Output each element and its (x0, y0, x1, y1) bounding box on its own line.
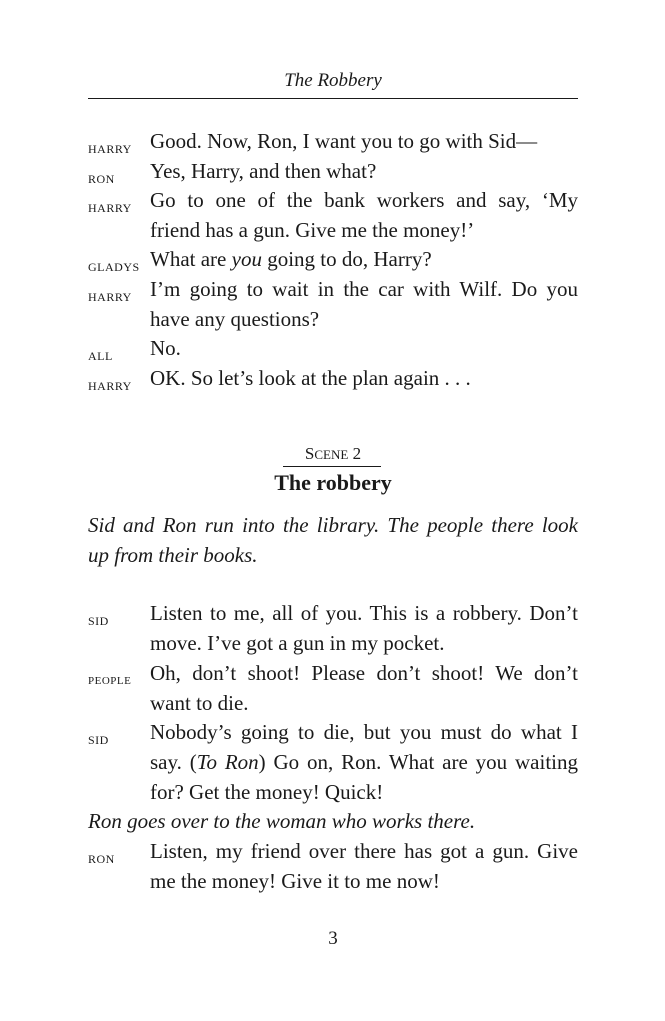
speech-line: Nobody’s going to die, but you must do what I (150, 720, 578, 744)
scene-number: 2 (352, 444, 362, 463)
speech-fragment: say. ( (150, 750, 197, 774)
speech-line: want to die. (150, 691, 249, 715)
speech-line: Listen, my friend over there has got a gun. Give (150, 839, 578, 863)
speech-line: for? Get the money! Quick! (150, 780, 384, 804)
speech-line: Oh, don’t shoot! Please don’t shoot! We don’t (150, 661, 578, 685)
speech-fragment: What are (150, 247, 232, 271)
speech-line: Listen to me, all of you. This is a robbery. Don’t (150, 601, 578, 625)
speaker-name: HARRY (88, 201, 132, 215)
speaker-name: RON (88, 852, 115, 866)
speech-fragment: ) Go on, Ron. What are you waiting (258, 750, 579, 774)
scene-label-rest: CENE (314, 447, 349, 462)
speaker-name: ALL (88, 349, 113, 363)
speech-line: Yes, Harry, and then what? (150, 159, 377, 183)
dialogue-entry (88, 718, 578, 808)
speaker-name: PEOPLE (88, 675, 132, 687)
stage-direction: up from their books. (88, 543, 258, 567)
dialogue-entry (88, 127, 578, 157)
emphasis-word: you (231, 247, 262, 271)
speech-line: No. (150, 336, 181, 360)
speaker-name: HARRY (88, 379, 132, 393)
speaker-name: RON (88, 172, 115, 186)
page-number: 3 (328, 928, 338, 949)
stage-aside: To Ron (196, 750, 259, 774)
dialogue-entry (88, 334, 578, 364)
speaker-name: GLADYS (88, 260, 140, 274)
dialogue-entry (88, 837, 578, 897)
running-head: The Robbery (284, 70, 382, 91)
speech-line: me the money! Give it to me now! (150, 869, 440, 893)
dialogue-entry (88, 599, 578, 659)
speech-line: move. I’ve got a gun in my pocket. (150, 631, 445, 655)
scene-rule (283, 466, 381, 467)
dialogue-entry (88, 157, 578, 187)
speech-line: OK. So let’s look at the plan again . . . (150, 366, 471, 390)
speech-line: friend has a gun. Give me the money!’ (150, 218, 475, 242)
dialogue-entry (88, 364, 578, 394)
speaker-name: HARRY (88, 290, 132, 304)
speech-line (150, 245, 578, 275)
speaker-name: SID (88, 733, 109, 747)
scene-label-initial: S (304, 444, 315, 463)
dialogue-entry (88, 245, 578, 275)
speaker-name: HARRY (88, 142, 132, 156)
header-rule (88, 98, 578, 99)
speech-line: have any questions? (150, 307, 320, 331)
speech-line: Go to one of the bank workers and say, ‘My (150, 188, 578, 212)
speech-fragment: going to do, Harry? (261, 247, 432, 271)
speech-line: Good. Now, Ron, I want you to go with Sid— (150, 129, 538, 153)
dialogue-entry (88, 659, 578, 719)
scene-label (88, 444, 578, 464)
dialogue-entry (88, 186, 578, 246)
speech-line: I’m going to wait in the car with Wilf. Do you (150, 277, 578, 301)
speech-line (150, 748, 578, 778)
dialogue-entry (88, 275, 578, 335)
stage-direction: Sid and Ron run into the library. The people there look (88, 513, 578, 537)
scene-title: The robbery (274, 470, 392, 495)
stage-direction: Ron goes over to the woman who works there. (88, 809, 476, 833)
speaker-name: SID (88, 614, 109, 628)
